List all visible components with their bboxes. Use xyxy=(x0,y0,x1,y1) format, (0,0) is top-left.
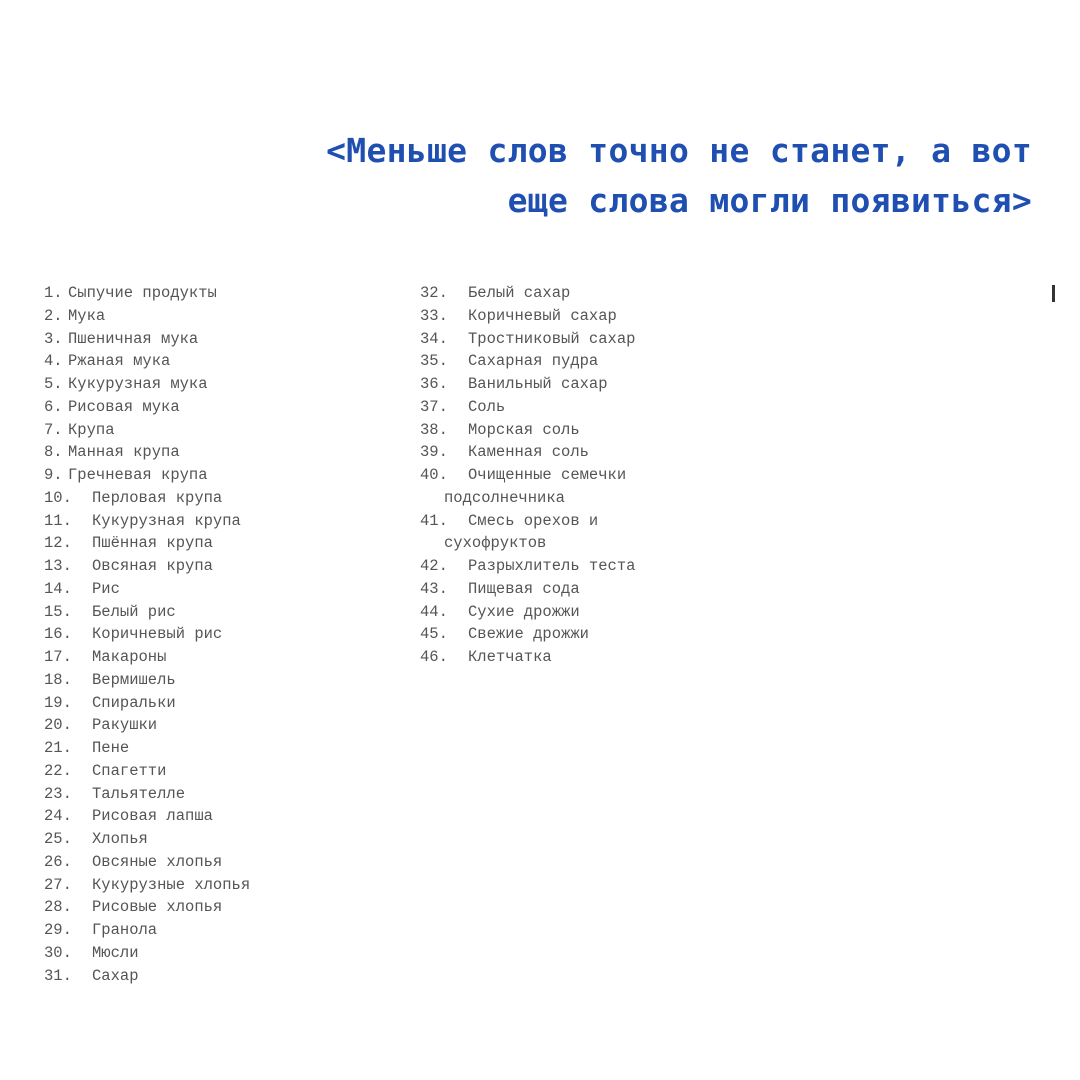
list-item xyxy=(44,783,404,806)
list-item-text: Кукурузная крупа xyxy=(92,511,241,530)
list-item xyxy=(44,623,404,646)
list-item-text: Мука xyxy=(68,306,106,325)
list-item xyxy=(420,623,700,646)
list-item-text: Рис xyxy=(92,579,120,598)
list-item-text: Ракушки xyxy=(92,716,158,735)
list-column-left xyxy=(44,282,404,987)
list-item-text: Спагетти xyxy=(92,761,167,780)
list-item xyxy=(44,328,404,351)
list-item-number: 17. xyxy=(44,648,72,666)
list-item-number: 8. xyxy=(44,443,63,462)
list-item-text: Сахар xyxy=(92,966,139,985)
list-item xyxy=(44,555,404,578)
list-item xyxy=(420,328,700,351)
list-item-text: Хлопья xyxy=(92,830,148,848)
list-item-number: 9. xyxy=(44,466,63,484)
list-item-text: Каменная соль xyxy=(468,443,589,462)
list-item-number: 14. xyxy=(44,579,72,598)
list-item xyxy=(420,282,700,305)
list-item-number: 37. xyxy=(420,397,448,416)
list-item-text: Соль xyxy=(468,397,506,416)
list-item-number: 43. xyxy=(420,579,448,598)
list-item-number: 28. xyxy=(44,898,72,917)
list-item-number: 27. xyxy=(44,875,72,894)
list-item xyxy=(44,919,404,942)
list-item-text: Перловая крупа xyxy=(92,488,223,507)
list-item xyxy=(44,305,404,328)
list-item-number: 42. xyxy=(420,557,448,575)
list-item xyxy=(44,851,404,874)
list-item xyxy=(420,305,700,328)
list-item-text: Макароны xyxy=(92,648,167,666)
list-item-text: Сахарная пудра xyxy=(468,352,599,371)
list-item-text: Сыпучие продукты xyxy=(68,284,217,302)
list-item-number: 38. xyxy=(420,420,448,439)
list-item-number: 20. xyxy=(44,716,72,735)
list-item xyxy=(44,737,404,760)
list-item-text: Гречневая крупа xyxy=(68,466,208,484)
list-item xyxy=(420,441,700,464)
list-item-text: Манная крупа xyxy=(68,443,180,462)
list-item-number: 30. xyxy=(44,943,72,962)
headline xyxy=(212,126,1032,226)
list-item xyxy=(44,601,404,624)
list-item-text: Тростниковый сахар xyxy=(468,329,636,348)
list-item-number: 5. xyxy=(44,375,63,393)
list-item xyxy=(420,419,700,442)
list-item-number: 26. xyxy=(44,852,72,871)
list-item xyxy=(420,510,684,556)
list-item-number: 32. xyxy=(420,284,448,302)
list-item xyxy=(420,350,700,373)
list-item-text: Овсяные хлопья xyxy=(92,852,223,871)
list-item-text: Овсяная крупа xyxy=(92,557,213,575)
list-item-number: 22. xyxy=(44,761,72,780)
list-item xyxy=(420,396,700,419)
list-item-text: Разрыхлитель теста xyxy=(468,557,636,575)
list-item-number: 41. xyxy=(420,511,448,530)
list-item xyxy=(44,828,404,851)
list-item-number: 11. xyxy=(44,511,72,530)
list-item xyxy=(44,965,404,988)
list-item xyxy=(44,578,404,601)
list-item-text: Пшённая крупа xyxy=(92,534,213,553)
list-item-number: 29. xyxy=(44,921,72,939)
list-item xyxy=(44,419,404,442)
list-item xyxy=(44,350,404,373)
list-item xyxy=(44,510,404,533)
list-item-number: 23. xyxy=(44,784,72,803)
list-item-text: Кукурузные хлопья xyxy=(92,875,251,894)
list-item-number: 46. xyxy=(420,648,448,666)
list-item-number: 45. xyxy=(420,625,448,644)
list-item xyxy=(420,555,700,578)
list-item-text: Мюсли xyxy=(92,943,139,962)
list-item-number: 18. xyxy=(44,670,72,689)
headline-line-2: еще слова могли появиться> xyxy=(507,181,1032,220)
list-item xyxy=(44,805,404,828)
list-item-number: 34. xyxy=(420,329,448,348)
list-item-number: 36. xyxy=(420,375,448,393)
list-item-number: 13. xyxy=(44,557,72,575)
list-item-text: Смесь орехов и сухофруктов xyxy=(444,511,599,553)
list-item-text: Ржаная мука xyxy=(68,352,171,371)
list-item-text: Белый сахар xyxy=(468,284,571,302)
list-item xyxy=(44,441,404,464)
list-item xyxy=(44,714,404,737)
list-item-text: Тальятелле xyxy=(92,784,186,803)
list-item-text: Гранола xyxy=(92,921,158,939)
list-item xyxy=(420,646,700,669)
list-item-text: Вермишель xyxy=(92,670,176,689)
list-item-number: 40. xyxy=(420,466,448,484)
list-item-number: 21. xyxy=(44,739,72,757)
list-item-number: 1. xyxy=(44,284,63,302)
list-item-text: Рисовые хлопья xyxy=(92,898,223,917)
list-item-number: 15. xyxy=(44,602,72,621)
text-cursor xyxy=(1052,285,1055,302)
list-item-text: Рисовая мука xyxy=(68,397,180,416)
list-item-number: 25. xyxy=(44,830,72,848)
list-item xyxy=(44,942,404,965)
list-item-number: 39. xyxy=(420,443,448,462)
list-item xyxy=(44,692,404,715)
list-item-text: Спиральки xyxy=(92,693,176,712)
list-item-number: 4. xyxy=(44,352,63,371)
list-item xyxy=(420,464,684,510)
list-item xyxy=(44,373,404,396)
list-item xyxy=(44,464,404,487)
list-item-number: 2. xyxy=(44,306,63,325)
list-item xyxy=(44,396,404,419)
list-item-text: Коричневый сахар xyxy=(468,306,617,325)
list-item-number: 24. xyxy=(44,807,72,826)
list-item xyxy=(420,373,700,396)
list-item-text: Пшеничная мука xyxy=(68,329,199,348)
list-item-number: 7. xyxy=(44,420,63,439)
list-item xyxy=(420,578,700,601)
list-item-text: Кукурузная мука xyxy=(68,375,208,393)
list-item-text: Сухие дрожжи xyxy=(468,602,580,621)
list-item-text: Рисовая лапша xyxy=(92,807,213,826)
list-item-number: 3. xyxy=(44,329,63,348)
list-item xyxy=(44,282,404,305)
list-item-number: 19. xyxy=(44,693,72,712)
list-item-number: 10. xyxy=(44,488,72,507)
list-item-number: 44. xyxy=(420,602,448,621)
list-item xyxy=(44,669,404,692)
list-item-text: Очищенные семечки подсолнечника xyxy=(444,466,627,507)
list-item-text: Свежие дрожжи xyxy=(468,625,589,644)
list-item xyxy=(44,646,404,669)
list-item-text: Пищевая сода xyxy=(468,579,580,598)
list-item-number: 33. xyxy=(420,306,448,325)
headline-line-1: <Меньше слов точно не станет, а вот xyxy=(326,131,1032,170)
list-item xyxy=(44,874,404,897)
list-item xyxy=(44,532,404,555)
list-item-text: Морская соль xyxy=(468,420,580,439)
list-item-text: Клетчатка xyxy=(468,648,552,666)
list-item-number: 35. xyxy=(420,352,448,371)
list-item xyxy=(420,601,700,624)
list-item xyxy=(44,896,404,919)
list-item xyxy=(44,487,404,510)
list-item-number: 12. xyxy=(44,534,72,553)
list-item-number: 31. xyxy=(44,966,72,985)
list-item xyxy=(44,760,404,783)
list-item-text: Белый рис xyxy=(92,602,176,621)
list-item-text: Крупа xyxy=(68,420,115,439)
list-item-text: Коричневый рис xyxy=(92,625,223,644)
list-item-number: 16. xyxy=(44,625,72,644)
list-column-right xyxy=(420,282,700,669)
list-item-text: Ванильный сахар xyxy=(468,375,608,393)
list-item-number: 6. xyxy=(44,397,63,416)
list-item-text: Пене xyxy=(92,739,130,757)
